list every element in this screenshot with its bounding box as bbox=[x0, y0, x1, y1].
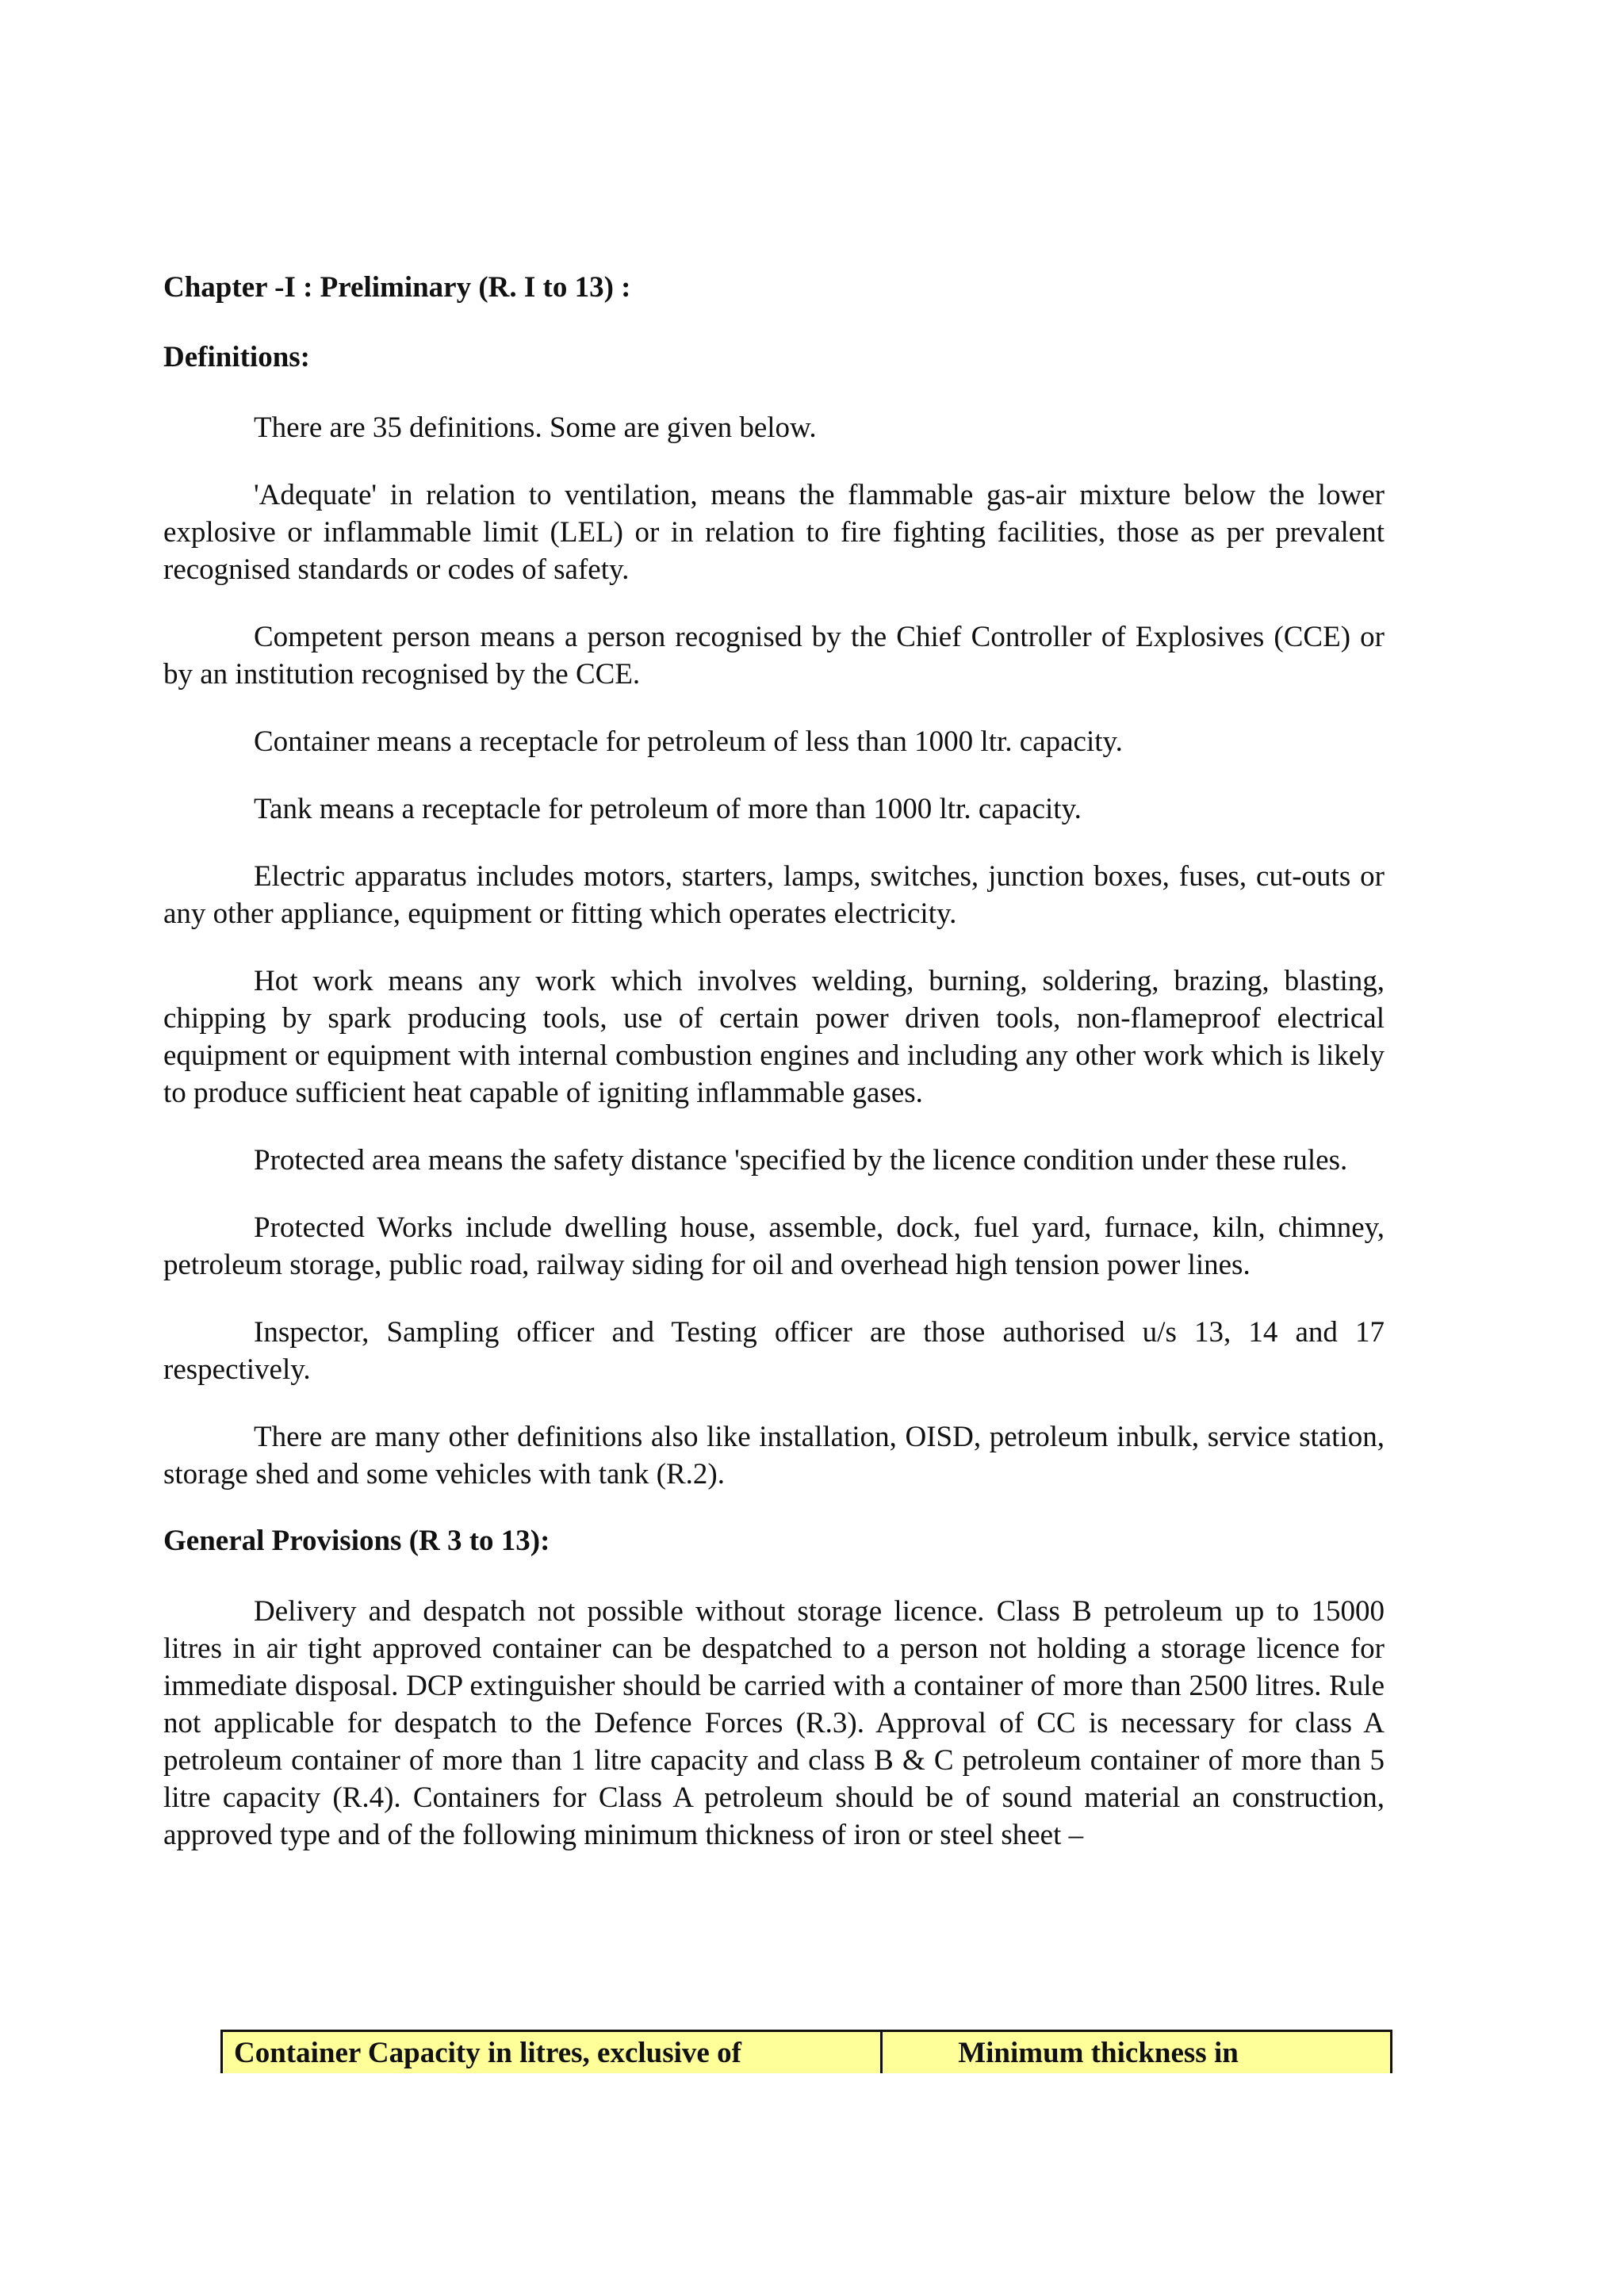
definition-paragraph: There are many other definitions also like installation, OISD, petroleum inbulk, service station, storage shed and some vehicles with tank (R.2). bbox=[163, 1421, 1385, 1490]
definitions-heading: Definitions: bbox=[163, 341, 310, 373]
definition-paragraph: Protected Works include dwelling house, assemble, dock, fuel yard, furnace, kiln, chimney, petroleum storage, public road, railway siding for oil and overhead high tension power lines. bbox=[163, 1211, 1385, 1281]
general-provisions-heading: General Provisions (R 3 to 13): bbox=[163, 1525, 550, 1557]
definition-paragraph: Electric apparatus includes motors, starters, lamps, switches, junction boxes, fuses, cut-outs or any other appliance, equipment or fitting which operates electricity. bbox=[163, 860, 1385, 930]
definition-paragraph: Protected area means the safety distance 'specified by the licence condition under these rules. bbox=[254, 1144, 1348, 1177]
definition-paragraph: 'Adequate' in relation to ventilation, means the flammable gas-air mixture below the lower explosive or inflammable limit (LEL) or in relation to fire fighting facilities, those as per prevalent recognised standards or codes of safety. bbox=[163, 479, 1385, 586]
table-header-thickness: Minimum thickness in bbox=[958, 2037, 1239, 2069]
definition-paragraph: Hot work means any work which involves welding, burning, soldering, brazing, blasting, chipping by spark producing tools, use of certain power driven tools, non-flameproof electrical equipment or equipment with internal combustion engines and including any other work which is likely to produce sufficient heat capable of igniting inflammable gases. bbox=[163, 965, 1385, 1109]
definition-paragraph: Competent person means a person recognised by the Chief Controller of Explosives (CCE) or by an institution recognised by the CCE. bbox=[163, 621, 1385, 691]
chapter-heading: Chapter -I : Preliminary (R. I to 13) : bbox=[163, 271, 631, 304]
definition-paragraph: Tank means a receptacle for petroleum of more than 1000 ltr. capacity. bbox=[254, 793, 1082, 825]
definition-paragraph: Container means a receptacle for petroleum of less than 1000 ltr. capacity. bbox=[254, 725, 1123, 758]
table-header-capacity: Container Capacity in litres, exclusive of bbox=[223, 2032, 883, 2073]
definition-paragraph: There are 35 definitions. Some are given below. bbox=[254, 411, 817, 444]
document-body bbox=[163, 270, 1385, 1884]
general-provisions-paragraph: Delivery and despatch not possible without storage licence. Class B petroleum up to 15000 litres in air tight approved container can be despatched to a person not holding a storage licence for immediate disposal. DCP extinguisher should be carried with a container of more than 2500 litres. Rule not applicable for despatch to the Defence Forces (R.3). Approval of CC is necessary for class A petroleum container of more than 1 litre capacity and class B & C petroleum container of more than 5 litre capacity (R.4). Containers for Class A petroleum should be of sound material an construction, approved type and of the following minimum thickness of iron or steel sheet – bbox=[163, 1595, 1385, 1851]
definition-paragraph: Inspector, Sampling officer and Testing officer are those authorised u/s 13, 14 and 17 respectively. bbox=[163, 1316, 1385, 1386]
thickness-table bbox=[220, 2030, 1392, 2073]
